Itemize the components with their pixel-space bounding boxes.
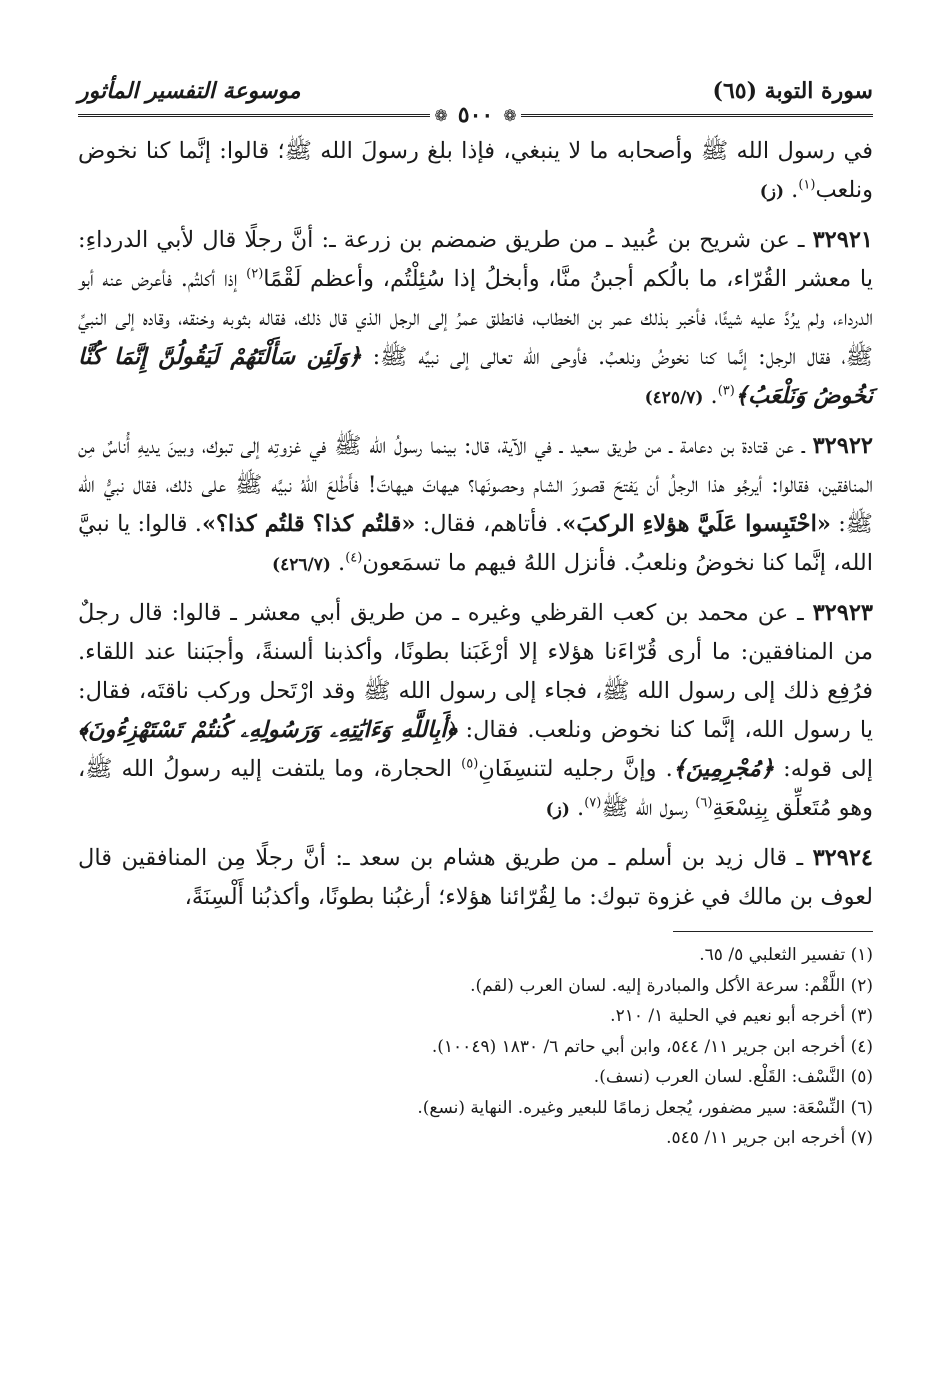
paragraph-tail: .	[569, 795, 585, 821]
quran-verse: ﴿أَبِاللَّهِ وَءَايَٰتِهِۦ وَرَسُولِهِۦ كُنتُمْ تَسْتَهْزِءُونَ﴾	[78, 717, 457, 743]
footnote-item: (٦) النِّسْعَة: سير مضفور، يُجعل زمامًا للبعير وغيره. النهاية (نسع).	[417, 1097, 873, 1118]
footnote-marker[interactable]: (٦)	[695, 795, 713, 811]
hadith-quote: «قلتُم كذا؟ قلتُم كذا؟»	[201, 511, 416, 537]
paragraph-text: . وإنَّ رجليه لتنسِفَانِ	[478, 756, 673, 782]
reference-tag: (٤٢٦/٧)	[272, 555, 331, 575]
quran-verse: ﴿مُجْرِمِينَ﴾	[672, 756, 775, 782]
footnote-marker[interactable]: (٥)	[461, 756, 479, 772]
reference-tag: (ز)	[759, 182, 785, 202]
paragraph-32921	[78, 221, 873, 418]
footnote-divider	[673, 931, 873, 932]
paragraph-32923	[78, 594, 873, 830]
paragraph-text: إلى قوله:	[774, 756, 873, 782]
page	[78, 58, 873, 1358]
paragraph-text: الحجارة، وما يلتفت إليه رسولُ الله ﷺ، وهو مُتَعلِّق بِنِسْعَةِ	[78, 756, 873, 821]
paragraph-text: ـ عن شريح بن عُبيد ـ من طريق ضمضم بن زرعة ـ: أنَّ رجلًا قال لأبي الدرداءِ: يا معشر القُرّاء، ما بالُكم أجبنُ منَّا، وأبخلُ إذا سُئِلْتُم، وأعظم لَقْمًا	[78, 227, 874, 292]
footnote-item: (٥) النَّسْف: القَلْع. لسان العرب (نسف).	[593, 1067, 873, 1087]
paragraph-tail: .	[330, 550, 346, 576]
paragraph-number: ٣٢٩٢٤	[812, 845, 873, 871]
paragraph-number: ٣٢٩٢١	[812, 227, 873, 253]
page-number: ٥٠٠	[457, 102, 494, 128]
ornament-icon: ❁	[503, 105, 517, 125]
paragraph-text: . قالوا: يا نبيَّ الله، إنَّما كنا نخوضُ ونلعبُ. فأنزل اللهُ فيهم ما تسمَعون	[78, 511, 873, 576]
paragraph-tail: .	[784, 177, 799, 203]
paragraph-tail: .	[703, 383, 718, 409]
reference-tag: (٤٢٥/٧)	[644, 388, 704, 408]
page-header	[78, 58, 873, 102]
paragraph-text: في رسول الله ﷺ وأصحابه ما لا ينبغي، فإذا بلغ رسولَ الله ﷺ؛ قالوا: إنَّما كنا نخوض ونلعب	[78, 138, 873, 203]
paragraph-text: إذا أكلتُم. فأعرض عنه أبو الدرداء، ولم يرُدَّ عليه شيئًا، فأخبر بذلك عمر بن الخطاب، فانطلق عمرُ إلى الرجل الذي قال ذلك، فقاله بثوبه وخنقه، وقاده إلى النبيِّ ﷺ، فقال الرجل: إنَّما كنا نخوضُ ونلعبُ. فأوحى الله تعالى إلى نبيِّه ﷺ:	[78, 266, 873, 370]
footnote-item: (٣) أخرجه أبو نعيم في الحلية ١/ ٢١٠.	[610, 1006, 873, 1026]
footnote-marker[interactable]: (٧)	[584, 795, 602, 811]
main-text	[78, 132, 873, 917]
footnote-marker[interactable]: (١)	[798, 177, 816, 193]
footnote-marker[interactable]: (٢)	[246, 266, 264, 282]
paragraph-continuation	[78, 132, 873, 212]
header-rule	[78, 104, 873, 126]
footnote-item: (٤) أخرجه ابن جرير ١١/ ٥٤٤، وابن أبي حاتم ٦/ ١٨٣٠ (١٠٠٤٩).	[431, 1036, 873, 1057]
paragraph-32924	[78, 839, 873, 917]
paragraph-number: ٣٢٩٢٣	[812, 600, 873, 626]
footnote-item: (٧) أخرجه ابن جرير ١١/ ٥٤٥.	[666, 1128, 873, 1148]
footnote-item: (١) تفسير الثعلبي ٥/ ٦٥.	[699, 945, 873, 965]
footnote-item: (٢) اللَّقْم: سرعة الأكل والمبادرة إليه. لسان العرب (لقم).	[470, 975, 873, 996]
reference-tag: (ز)	[545, 800, 570, 820]
rule-right	[521, 114, 873, 117]
running-title: سورة التوبة (٦٥)	[712, 78, 873, 104]
paragraph-number: ٣٢٩٢٢	[812, 433, 873, 459]
footnote-marker[interactable]: (٤)	[345, 550, 363, 566]
quran-verse: ﴿وَلَئِن سَأَلْتَهُمْ لَيَقُولُنَّ إِنَّمَا كُنَّا نَخُوضُ وَنَلْعَبُ﴾	[78, 344, 873, 409]
paragraph-text: ـ قال زيد بن أسلم ـ من طريق هشام بن سعد ـ: أنَّ رجلًا مِن المنافقين قال لعوف بن مالك في غزوة تبوك: ما لِقُرّائنا هؤلاء؛ أرغبُنا بطونًا، وأكذبُنا أَلْسِنَةً،	[78, 845, 873, 910]
rule-left	[78, 114, 430, 117]
paragraph-text: ـ عن محمد بن كعب القرظي وغيره ـ من طريق أبي معشر ـ قالوا: قال رجلٌ من المنافقين: ما أرى قُرّاءَنا هؤلاء إلا أرْغَبَنا بطونًا، وأكذبنا ألسنةً، وأجبَننا عند اللقاء. فرُفِع ذلك إلى رسول الله ﷺ، فجاء إلى رسول الله ﷺ وقد ارْتَحل وركب ناقتَه، فقال: يا رسول الله، إنَّما كنا نخوض ونلعب. فقال:	[78, 600, 873, 743]
paragraph-text: رسول الله ﷺ	[601, 795, 696, 821]
paragraph-text: . فأتاهم، فقال:	[415, 511, 563, 537]
ornament-icon: ❁	[434, 105, 448, 125]
footnote-marker[interactable]: (٣)	[717, 383, 735, 399]
hadith-quote: «احْتَبِسوا عَلَيَّ هؤلاءِ الركبَ»	[562, 511, 831, 537]
paragraph-32922	[78, 427, 873, 585]
book-title: موسوعة التفسير المأثور	[78, 78, 301, 104]
paragraph-text: ـ عن قتادة بن دعامة ـ من طريق سعيد ـ في الآية، قال: بينما رسولُ الله ﷺ في غزوتِه إلى تبوك، وبينَ يديهِ أُناسٌ مِن المنافقين، فقالوا: أيرجُو هذا الرجلُ أن يَفتحَ قصورَ الشام وحصونَها؟ هيهاتَ هيهاتَ! فأَطْلعَ اللهُ نبيَّه ﷺ على ذلك، فقال نبيُّ الله ﷺ:	[78, 433, 873, 537]
footnotes	[78, 940, 873, 1154]
